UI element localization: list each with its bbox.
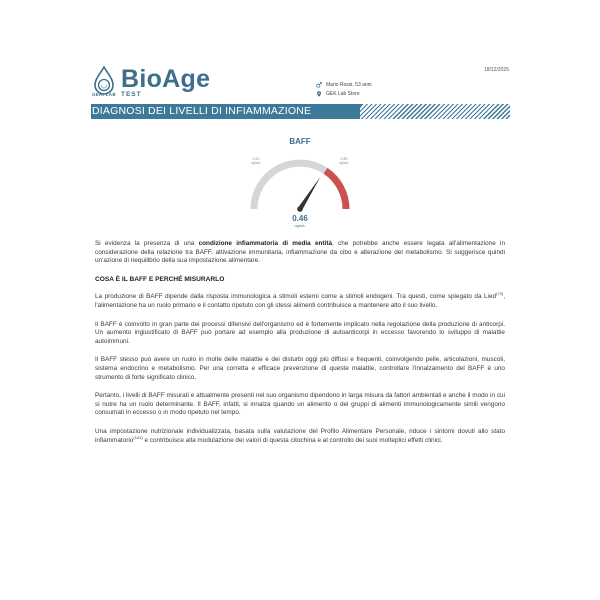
report-date: 18/12/2025 bbox=[483, 67, 509, 73]
p5-text-b: e contribuisce alla modulazione dei valori di questa citochina e al controllo dei suoi molteplici effetti clinici. bbox=[142, 436, 443, 444]
gauge-low-label bbox=[246, 157, 266, 165]
gauge-high-label bbox=[334, 157, 354, 165]
patient-meta bbox=[316, 80, 372, 98]
gauge-unit: ng/mL bbox=[294, 223, 306, 228]
section-heading: COSA È IL BAFF E PERCHÉ MISURARLO bbox=[95, 275, 225, 283]
gauge-value: 0.46 bbox=[292, 214, 308, 223]
p1-citation: (73) bbox=[496, 291, 504, 297]
paragraph-1 bbox=[95, 293, 505, 310]
patient-name: Mario Rossi, 53 anni bbox=[326, 81, 372, 88]
p1-text-a: La produzione di BAFF dipende dalla risposta immunologica a stimoli esterni come a stimoli endogeni. Tra questi, come spiegato da Lied bbox=[95, 293, 497, 301]
p5-citation: (141) bbox=[133, 434, 143, 440]
intro-paragraph bbox=[95, 240, 505, 266]
brand bbox=[121, 66, 210, 98]
gauge-title: BAFF bbox=[289, 137, 311, 146]
paragraph-4: Pertanto, i livelli di BAFF misurati e attualmente presenti nel suo organismo dipendono in larga misura da fattori ambientali e anche il modo in cui si nutre ha un ruolo determinante. Il BAFF, infatti, si innalza quando un alimento o dei gruppi di alimenti immunologicamente simili vengono consumati in eccesso o in modo ripetuto nel tempo. bbox=[95, 392, 505, 417]
brand-sub: TEST bbox=[121, 91, 142, 98]
gauge-high-unit: ng/mL bbox=[339, 161, 349, 165]
section-banner bbox=[91, 104, 510, 119]
intro-text-1: Si evidenza la presenza di una bbox=[95, 240, 199, 247]
paragraph-5 bbox=[95, 428, 505, 445]
p5-text-a: Una impostazione nutrizionale individualizzata, basata sulla valutazione del Profilo Alimentare Personale, riduce i sintomi dovuti allo stato infiammatorio bbox=[95, 427, 505, 444]
baff-gauge bbox=[240, 134, 360, 234]
location-pin-icon bbox=[316, 91, 322, 97]
p1-text-b: , l'alimentazione ha un ruolo primario e il contatto ripetuto con gli stessi alimenti contribuisce a mantenere alto il suo livello. bbox=[95, 293, 505, 309]
store-name: GEK Lab Store bbox=[326, 90, 360, 97]
brand-name: BioAge bbox=[121, 65, 211, 93]
gauge-low-value: 0.20 bbox=[252, 157, 260, 161]
banner-stripes bbox=[353, 104, 510, 119]
male-icon bbox=[316, 82, 322, 88]
logo-label: GEKI LAB bbox=[92, 92, 116, 97]
banner-cap bbox=[353, 104, 363, 119]
banner-title: DIAGNOSI DEI LIVELLI DI INFIAMMAZIONE bbox=[92, 105, 312, 117]
gauge-arc-red bbox=[326, 171, 347, 209]
report-content bbox=[95, 240, 505, 455]
paragraph-2: Il BAFF è coinvolto in gran parte dei processi difensivi dell'organismo ed è fortemente implicato nella regolazione della produzione di anticorpi. Un aumento ingiustificato di BAFF può portare ad esempio alla produzione di autoanticorpi in eccesso favorendo lo sviluppo di malattie autoimmuni. bbox=[95, 320, 505, 345]
gauge-low-unit: ng/mL bbox=[251, 161, 261, 165]
gauge-hub bbox=[297, 206, 303, 212]
intro-text-2: , che potrebbe anche essere legata all'alimentazione in considerazione della relazione tra BAFF, attivazione immunitaria, infiammazione da cibo e alterazione del metabolismo. Si suggerisce quindi un'azione di riequilibrio della sua impostazione alimentare. bbox=[95, 240, 506, 265]
intro-bold: condizione infiammatoria di media entità bbox=[198, 240, 333, 247]
paragraph-3: Il BAFF stesso può avere un ruolo in molte delle malattie e dei disturbi oggi più diffusi e frequenti, coinvolgendo pelle, articolazioni, muscoli, sistema endocrino e metabolismo. Per una corretta e efficace prevenzione di queste malattie, controllare l'innalzamento del BAFF è uno strumento di forte significato clinico. bbox=[95, 356, 505, 381]
gauge-high-value: 0.80 bbox=[340, 157, 348, 161]
gauge-needle bbox=[298, 177, 320, 210]
